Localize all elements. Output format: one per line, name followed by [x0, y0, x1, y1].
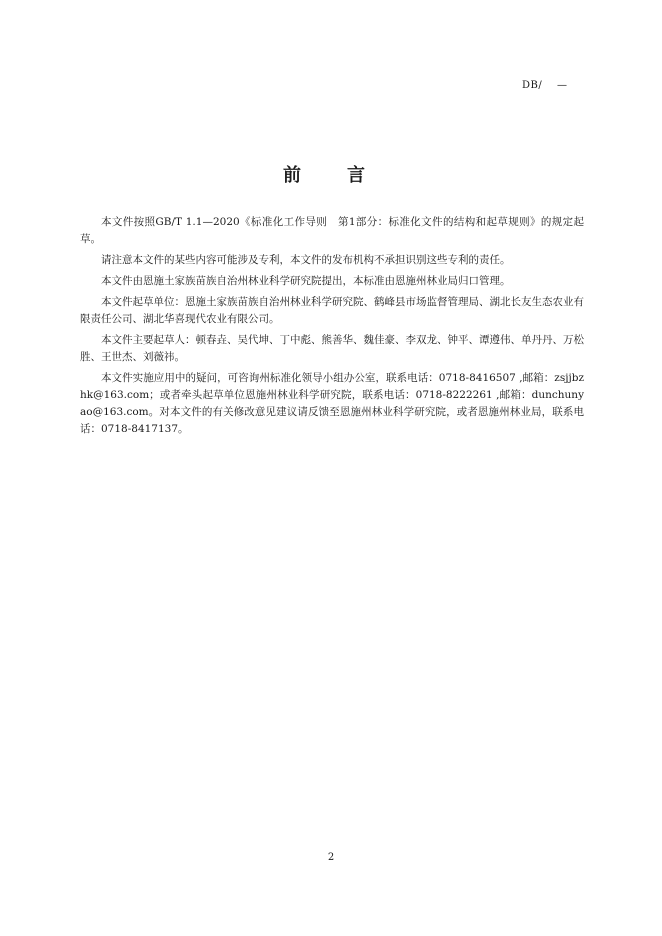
- paragraph-drafting-basis: 本文件按照GB/T 1.1—2020《标准化工作导则 第1部分：标准化文件的结构和起草规则》的规定起草。: [80, 216, 584, 245]
- paragraph-drafters: 本文件主要起草人：顿春垚、吴代坤、丁中彪、熊善华、魏佳豪、李双龙、钟平、谭遵伟、单丹丹、万松胜、王世杰、刘薇祎。: [80, 334, 584, 363]
- page-number: 2: [327, 852, 335, 863]
- paragraph-patent-notice: 请注意本文件的某些内容可能涉及专利，本文件的发布机构不承担识别这些专利的责任。: [101, 254, 511, 266]
- paragraph-proposer: 本文件由恩施土家族苗族自治州林业科学研究院提出，本标准由恩施州林业局归口管理。: [101, 275, 511, 287]
- foreword-body: [80, 214, 584, 442]
- paragraph-drafting-units: 本文件起草单位：恩施土家族苗族自治州林业科学研究院、鹤峰县市场监督管理局、湖北长友生态农业有限责任公司、湖北华喜现代农业有限公司。: [80, 296, 584, 325]
- paragraph-contact-info: 本文件实施应用中的疑问，可咨询州标准化领导小组办公室，联系电话：0718-8416507 ,邮箱：zsjjbzhk@163.com；或者牵头起草单位恩施州林业科学研究院，联系电话：0718-8222261 ,邮箱：dunchunyao@163.com。对本文件的有关修改意见建议请反馈至恩施州林业科学研究院，或者恩施州林业局，联系电话：0718-8417137。: [80, 372, 584, 435]
- page-title: 前 言: [283, 165, 379, 186]
- document-code: DB/ —: [522, 80, 568, 91]
